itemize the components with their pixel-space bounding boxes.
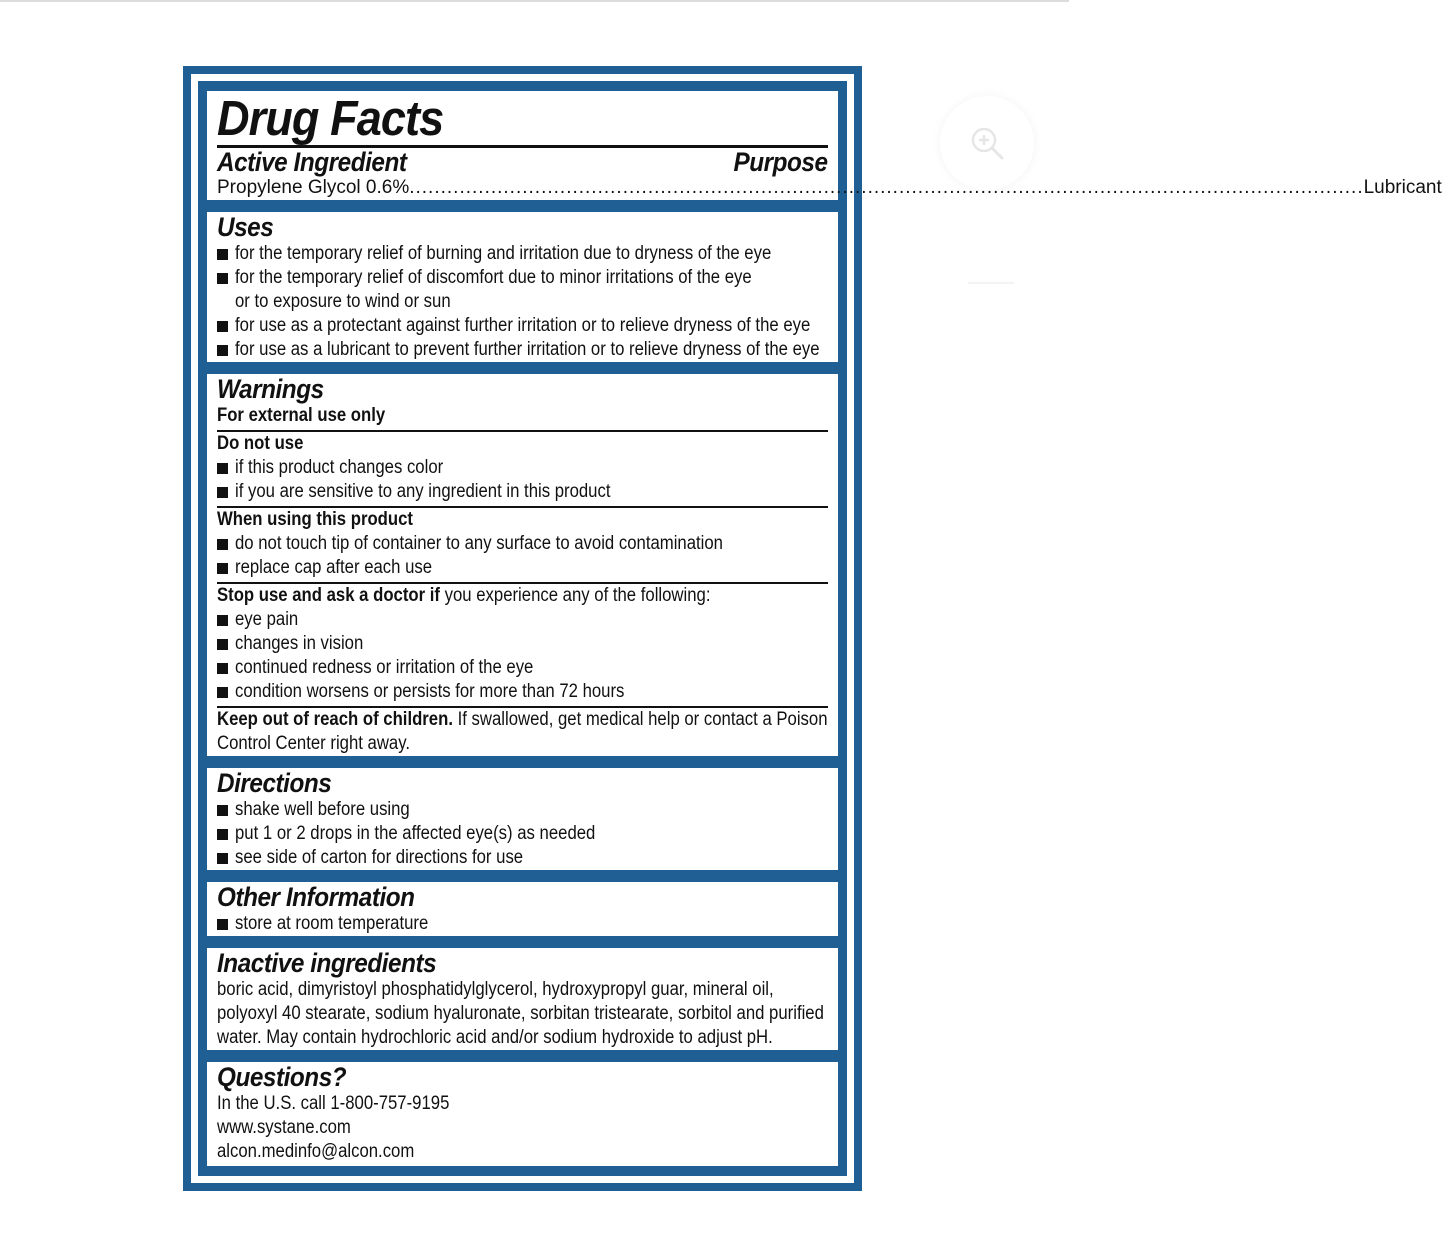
warnings-panel — [205, 372, 840, 758]
warnings-heading: Warnings — [217, 374, 324, 404]
drug-facts-inner — [198, 81, 1442, 1176]
directions-item-text: shake well before using — [235, 799, 410, 820]
active-ingredient-header — [217, 145, 828, 176]
keep-out-line — [217, 708, 828, 732]
questions-heading: Questions? — [217, 1062, 347, 1092]
external-use-note: For external use only — [217, 405, 386, 426]
bullet-icon — [217, 539, 228, 550]
bullet-icon — [217, 487, 228, 498]
uses-item — [217, 314, 828, 338]
directions-item — [217, 846, 828, 870]
bullet-icon — [217, 463, 228, 474]
uses-item — [217, 338, 828, 362]
ingredient-purpose: Lubricant — [1363, 177, 1442, 198]
questions-phone: In the U.S. call 1-800-757-9195 — [217, 1093, 450, 1114]
uses-item-text: for the temporary relief of discomfort due to minor irritations of the eye or to exposure to wind or sun — [235, 267, 752, 312]
questions-panel — [205, 1060, 840, 1168]
top-divider — [0, 0, 1069, 2]
zoom-in-icon — [969, 125, 1005, 161]
stop-use-item — [217, 608, 828, 632]
active-ingredient-panel — [205, 89, 1442, 202]
directions-heading: Directions — [217, 768, 332, 798]
bullet-icon — [217, 249, 228, 260]
when-using-heading: When using this product — [217, 509, 413, 530]
other-information-text: store at room temperature — [235, 913, 429, 934]
keep-out-text-2: Control Center right away. — [217, 733, 410, 754]
stop-use-item-text: continued redness or irritation of the eye — [235, 657, 534, 678]
inactive-ingredients-panel — [205, 946, 840, 1052]
questions-email: alcon.medinfo@alcon.com — [217, 1141, 415, 1162]
inactive-ingredients-line: polyoxyl 40 stearate, sodium hyaluronate, sorbitan tristearate, sorbitol and purified — [217, 1003, 824, 1024]
inactive-ingredients-line: water. May contain hydrochloric acid and/or sodium hydroxide to adjust pH. — [217, 1027, 773, 1048]
bullet-icon — [217, 639, 228, 650]
other-information-heading: Other Information — [217, 882, 415, 912]
bullet-icon — [217, 919, 228, 930]
faint-divider — [968, 282, 1014, 284]
ingredient-row — [217, 176, 1442, 200]
uses-item-text: for use as a protectant against further irritation or to relieve dryness of the eye — [235, 315, 811, 336]
stop-use-item — [217, 632, 828, 656]
do-not-use-item — [217, 480, 828, 506]
uses-panel — [205, 210, 840, 364]
stop-use-item — [217, 680, 828, 706]
stop-use-item-text: changes in vision — [235, 633, 364, 654]
directions-item — [217, 822, 828, 846]
do-not-use-text: if this product changes color — [235, 457, 444, 478]
bullet-icon — [217, 663, 228, 674]
questions-website: www.systane.com — [217, 1117, 351, 1138]
do-not-use-heading: Do not use — [217, 433, 304, 454]
stop-use-item-text: condition worsens or persists for more than 72 hours — [235, 681, 625, 702]
uses-heading: Uses — [217, 212, 274, 242]
uses-item — [217, 266, 828, 314]
stop-use-item-text: eye pain — [235, 609, 299, 630]
directions-item — [217, 798, 828, 822]
bullet-icon — [217, 805, 228, 816]
bullet-icon — [217, 273, 228, 284]
when-using-item — [217, 532, 828, 556]
stop-use-heading: Stop use and ask a doctor if — [217, 585, 440, 606]
uses-item-text: for use as a lubricant to prevent further irritation or to relieve dryness of the eye — [235, 339, 820, 360]
other-information-item — [217, 912, 828, 936]
uses-item-text: for the temporary relief of burning and irritation due to dryness of the eye — [235, 243, 772, 264]
bullet-icon — [217, 853, 228, 864]
other-information-panel — [205, 880, 840, 938]
ingredient-name: Propylene Glycol 0.6% — [217, 177, 410, 198]
keep-out-heading: Keep out of reach of children. — [217, 709, 453, 730]
directions-item-text: put 1 or 2 drops in the affected eye(s) as needed — [235, 823, 596, 844]
bullet-icon — [217, 321, 228, 332]
zoom-button[interactable] — [940, 96, 1034, 190]
uses-item — [217, 242, 828, 266]
inactive-ingredients-line: boric acid, dimyristoyl phosphatidylglycerol, hydroxypropyl guar, mineral oil, — [217, 979, 774, 1000]
leader-dots: ........................................................................................................................................................ — [409, 177, 1364, 198]
inactive-ingredients-heading: Inactive ingredients — [217, 948, 437, 978]
active-ingredient-heading: Active Ingredient — [217, 147, 407, 177]
bullet-icon — [217, 563, 228, 574]
when-using-text: replace cap after each use — [235, 557, 433, 578]
do-not-use-text: if you are sensitive to any ingredient in this product — [235, 481, 611, 502]
bullet-icon — [217, 829, 228, 840]
drug-facts-label — [183, 66, 1442, 1191]
stop-use-item — [217, 656, 828, 680]
purpose-heading: Purpose — [733, 147, 828, 177]
when-using-text: do not touch tip of container to any surface to avoid contamination — [235, 533, 723, 554]
stop-use-text: you experience any of the following: — [439, 585, 711, 606]
directions-item-text: see side of carton for directions for use — [235, 847, 524, 868]
bullet-icon — [217, 687, 228, 698]
bullet-icon — [217, 615, 228, 626]
bullet-icon — [217, 345, 228, 356]
when-using-item — [217, 556, 828, 582]
directions-panel — [205, 766, 840, 872]
keep-out-text: If swallowed, get medical help or contact a Poison — [452, 709, 828, 730]
do-not-use-item — [217, 456, 828, 480]
drug-facts-title: Drug Facts — [217, 92, 444, 146]
stop-use-line — [217, 584, 755, 608]
